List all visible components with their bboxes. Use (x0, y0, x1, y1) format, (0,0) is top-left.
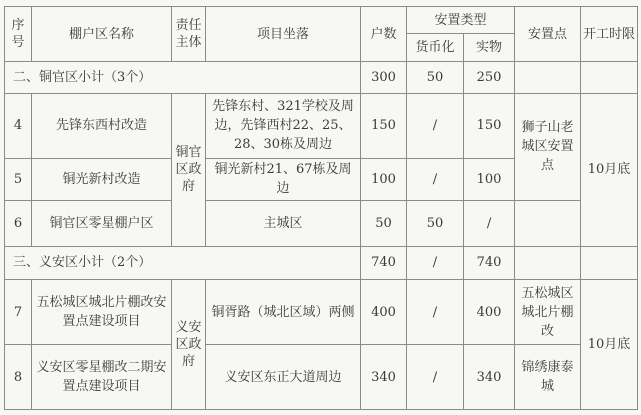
empty-cell (581, 62, 638, 93)
row-physical: 340 (464, 345, 515, 410)
header-location: 项目坐落 (206, 7, 361, 62)
subtotal-households: 740 (361, 246, 407, 279)
subtotal-label: 二、铜官区小计（3个） (5, 62, 361, 93)
header-responsible: 责任主体 (172, 7, 206, 62)
row-location: 义安区东正大道周边 (206, 345, 361, 410)
resettle-site: 五松城区城北片棚改 (515, 280, 581, 345)
empty-cell (515, 246, 581, 279)
row-households: 100 (361, 158, 407, 200)
subtotal-physical: 250 (464, 62, 515, 93)
row-households: 400 (361, 280, 407, 345)
row-location: 铜胥路（城北区域）两侧 (206, 280, 361, 345)
row-seq: 5 (5, 158, 32, 200)
start-deadline: 10月底 (581, 280, 638, 410)
subtotal-households: 300 (361, 62, 407, 93)
empty-cell (515, 62, 581, 93)
row-monetized: / (407, 280, 464, 345)
header-households: 户数 (361, 7, 407, 62)
subtotal-monetized: / (407, 246, 464, 279)
subtotal-physical: 740 (464, 246, 515, 279)
subtotal-label: 三、义安区小计（2个） (5, 246, 361, 279)
row-name: 义安区零星棚改二期安置点建设项目 (32, 345, 172, 410)
responsible-party: 铜官区政府 (172, 93, 206, 246)
resettlement-table (4, 6, 638, 410)
empty-cell (581, 246, 638, 279)
row-name: 五松城区城北片棚改安置点建设项目 (32, 280, 172, 345)
header-resettle-type: 安置类型 (407, 7, 515, 34)
row-households: 50 (361, 200, 407, 246)
row-physical: / (464, 200, 515, 246)
responsible-party: 义安区政府 (172, 280, 206, 410)
header-name: 棚户区名称 (32, 7, 172, 62)
row-physical: 150 (464, 93, 515, 158)
row-physical: 100 (464, 158, 515, 200)
resettle-site: 锦绣康泰城 (515, 345, 581, 410)
header-physical: 实物 (464, 34, 515, 62)
empty-cell (515, 200, 581, 246)
row-location: 先锋东村、321学校及周边，先锋西村22、25、28、30栋及周边 (206, 93, 361, 158)
start-deadline: 10月底 (581, 93, 638, 246)
row-monetized: / (407, 158, 464, 200)
row-monetized: 50 (407, 200, 464, 246)
row-name: 先锋东西村改造 (32, 93, 172, 158)
row-location: 铜光新村21、67栋及周边 (206, 158, 361, 200)
header-seq: 序号 (5, 7, 32, 62)
row-seq: 6 (5, 200, 32, 246)
row-households: 340 (361, 345, 407, 410)
row-name: 铜光新村改造 (32, 158, 172, 200)
row-households: 150 (361, 93, 407, 158)
row-seq: 8 (5, 345, 32, 410)
row-monetized: / (407, 345, 464, 410)
row-physical: 400 (464, 280, 515, 345)
header-start: 开工时限 (581, 7, 638, 62)
row-seq: 4 (5, 93, 32, 158)
header-site: 安置点 (515, 7, 581, 62)
row-name: 铜官区零星棚户区 (32, 200, 172, 246)
header-monetized: 货币化 (407, 34, 464, 62)
row-seq: 7 (5, 280, 32, 345)
resettle-site: 狮子山老城区安置点 (515, 93, 581, 200)
row-location: 主城区 (206, 200, 361, 246)
subtotal-monetized: 50 (407, 62, 464, 93)
row-monetized: / (407, 93, 464, 158)
